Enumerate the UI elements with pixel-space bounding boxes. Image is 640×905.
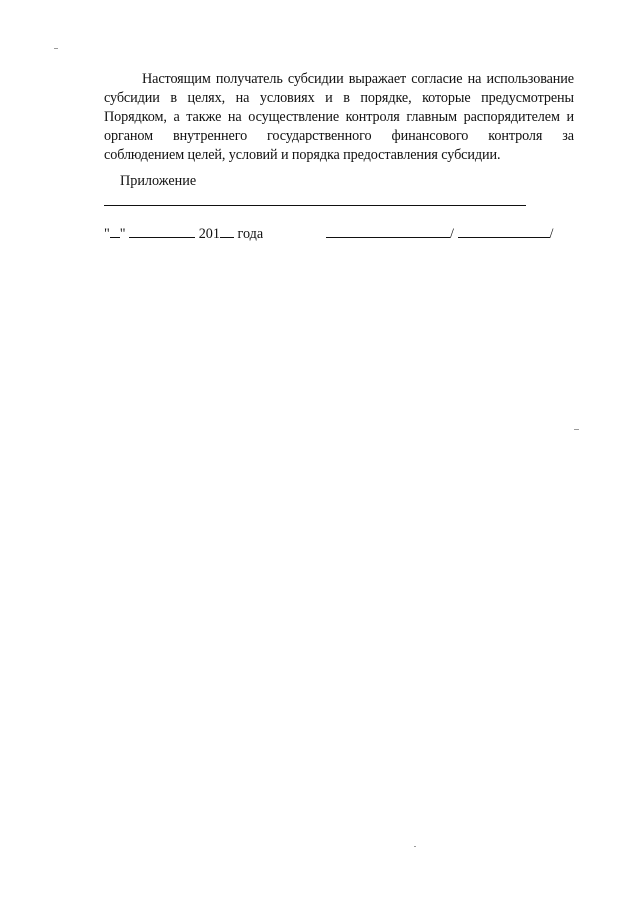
signature-separator: / [450, 226, 454, 242]
signature-end: / [549, 226, 554, 242]
scan-speck [414, 846, 416, 847]
signature-blank [326, 223, 450, 238]
scan-speck [574, 429, 579, 430]
month-blank [129, 223, 195, 238]
year-suffix: года [237, 226, 264, 242]
date-field [104, 223, 263, 243]
appendix-fill-line [104, 205, 526, 206]
day-blank [110, 223, 120, 238]
scan-speck [54, 48, 58, 49]
date-quote-close: " [119, 226, 126, 242]
year-blank [220, 223, 234, 238]
year-prefix: 201 [198, 226, 220, 242]
consent-paragraph: Настоящим получатель субсидии выражает согласие на использование субсидии в целях, на условиях и в порядке, которые предусмотрены Порядком, а также на осуществление контроля главным распорядителем и органом внутреннего государственного финансового контроля за соблюдением целей, условий и порядка предоставления субсидии. [104, 71, 574, 163]
appendix-label: Приложение [120, 173, 197, 189]
name-blank [458, 223, 550, 238]
signature-field [326, 223, 553, 243]
date-quote-open: " [104, 226, 110, 242]
